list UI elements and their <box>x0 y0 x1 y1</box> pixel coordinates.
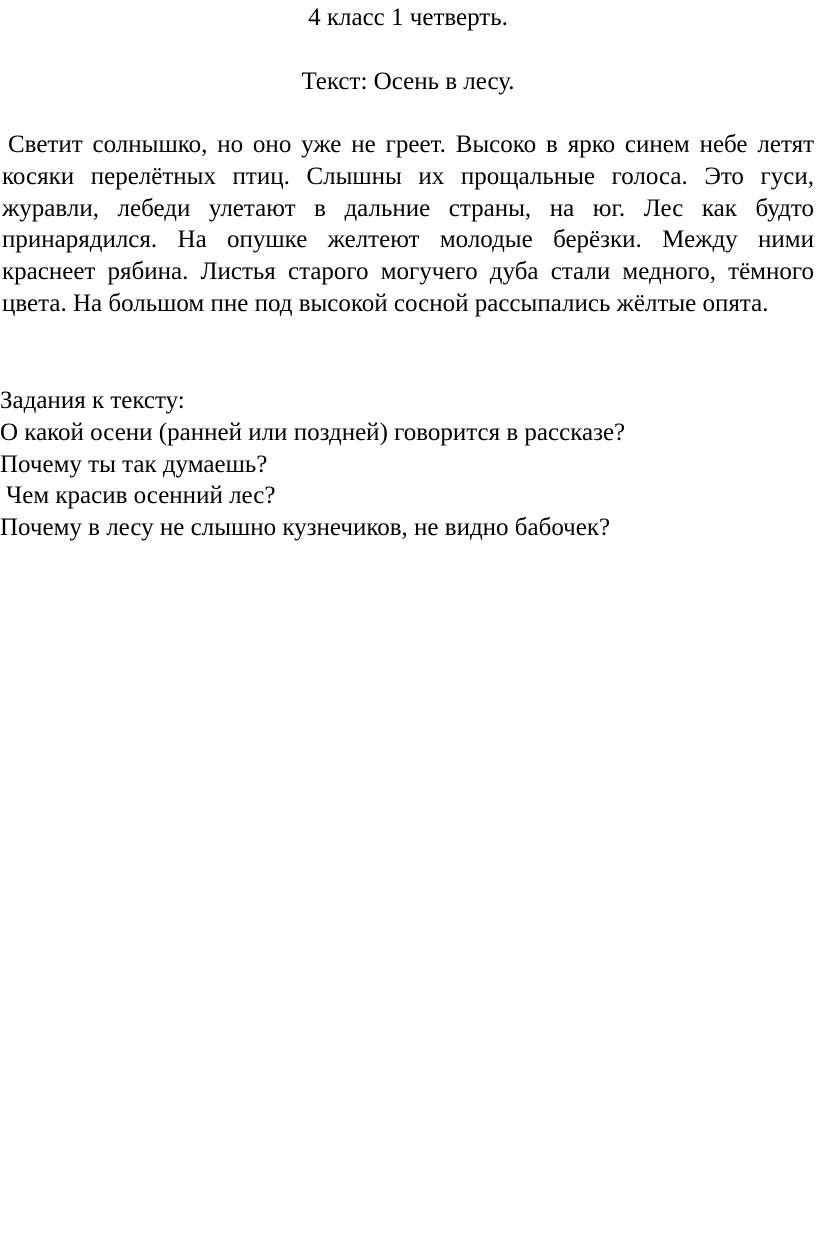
question-item: Почему ты так думаешь? <box>0 450 268 478</box>
story-paragraph: Светит солнышко, но оно уже не греет. Высоко в ярко синем небе летят косяки перелётных птиц. Слышны их прощальные голоса. Это гуси, журавли, лебеди улетают в дальние страны, на юг. Лес как будто принарядился. На опушке желтеют молодые берёзки. Между ними краснеет рябина. Листья старого могучего дуба стали медного, тёмного цвета. На большом пне под высокой сосной рассыпались жёлтые опята. <box>2 131 814 317</box>
question-item: Почему в лесу не слышно кузнечиков, не видно бабочек? <box>0 514 611 542</box>
tasks-list <box>0 385 816 544</box>
tasks-heading: Задания к тексту: <box>0 387 185 414</box>
question-item: О какой осени (ранней или поздней) говорится в рассказе? <box>0 418 626 446</box>
text-title: Текст: Осень в лесу. <box>301 68 515 95</box>
question-item: Чем красив осенний лес? <box>6 482 276 510</box>
grade-quarter-heading: 4 класс 1 четверть. <box>308 4 508 31</box>
